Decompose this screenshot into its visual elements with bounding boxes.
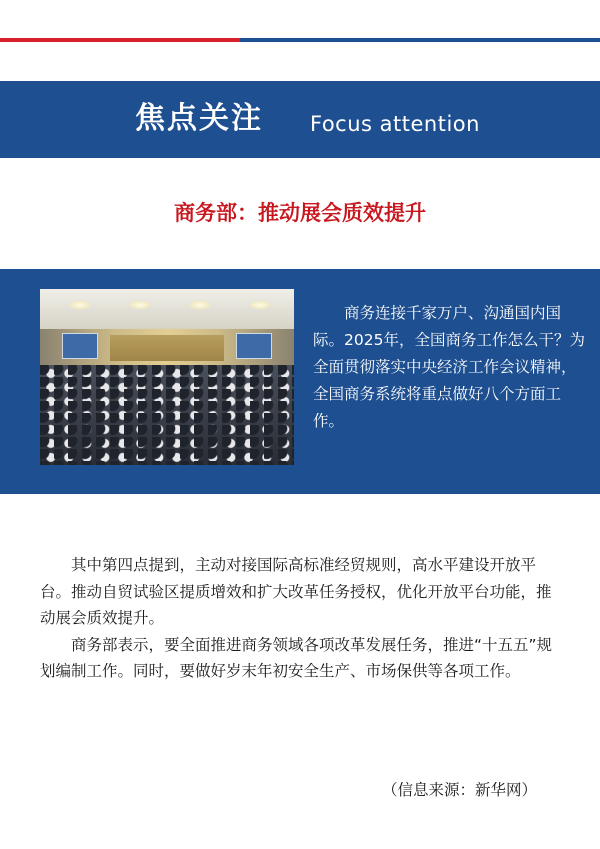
photo-ceiling xyxy=(40,289,294,329)
source-credit: （信息来源：新华网） xyxy=(382,781,538,799)
photo-stage xyxy=(110,335,224,361)
photo-screen-right xyxy=(236,333,272,359)
section-title-cn: 焦点关注 xyxy=(135,101,263,136)
feature-panel xyxy=(0,269,600,494)
photo-lamp xyxy=(70,301,90,309)
body-paragraph-1: 其中第四点提到，主动对接国际高标准经贸规则，高水平建设开放平台。推动自贸试验区提质增效和扩大改革任务授权，优化开放平台功能，推动展会质效提升。 xyxy=(40,556,552,627)
top-divider xyxy=(0,38,600,42)
body-paragraph-2: 商务部表示，要全面推进商务领域各项改革发展任务，推进“十五五”规划编制工作。同时，要做好岁末年初安全生产、市场保供等各项工作。 xyxy=(40,635,553,680)
photo-lamp xyxy=(190,301,210,309)
top-divider-blue xyxy=(240,38,600,42)
top-divider-red xyxy=(0,38,240,42)
lead-paragraph: 商务连接千家万户、沟通国内国际。2025年，全国商务工作怎么干？为全面贯彻落实中央经济工作会议精神，全国商务系统将重点做好八个方面工作。 xyxy=(313,304,585,430)
article-body xyxy=(40,552,562,685)
section-title-en: Focus attention xyxy=(310,112,480,136)
photo-audience xyxy=(40,365,294,465)
article-title: 商务部：推动展会质效提升 xyxy=(174,201,426,225)
photo-screen-left xyxy=(62,333,98,359)
photo-lamp xyxy=(130,301,150,309)
conference-hall-photo xyxy=(40,289,294,465)
photo-lamp xyxy=(250,301,270,309)
section-banner xyxy=(0,81,600,158)
